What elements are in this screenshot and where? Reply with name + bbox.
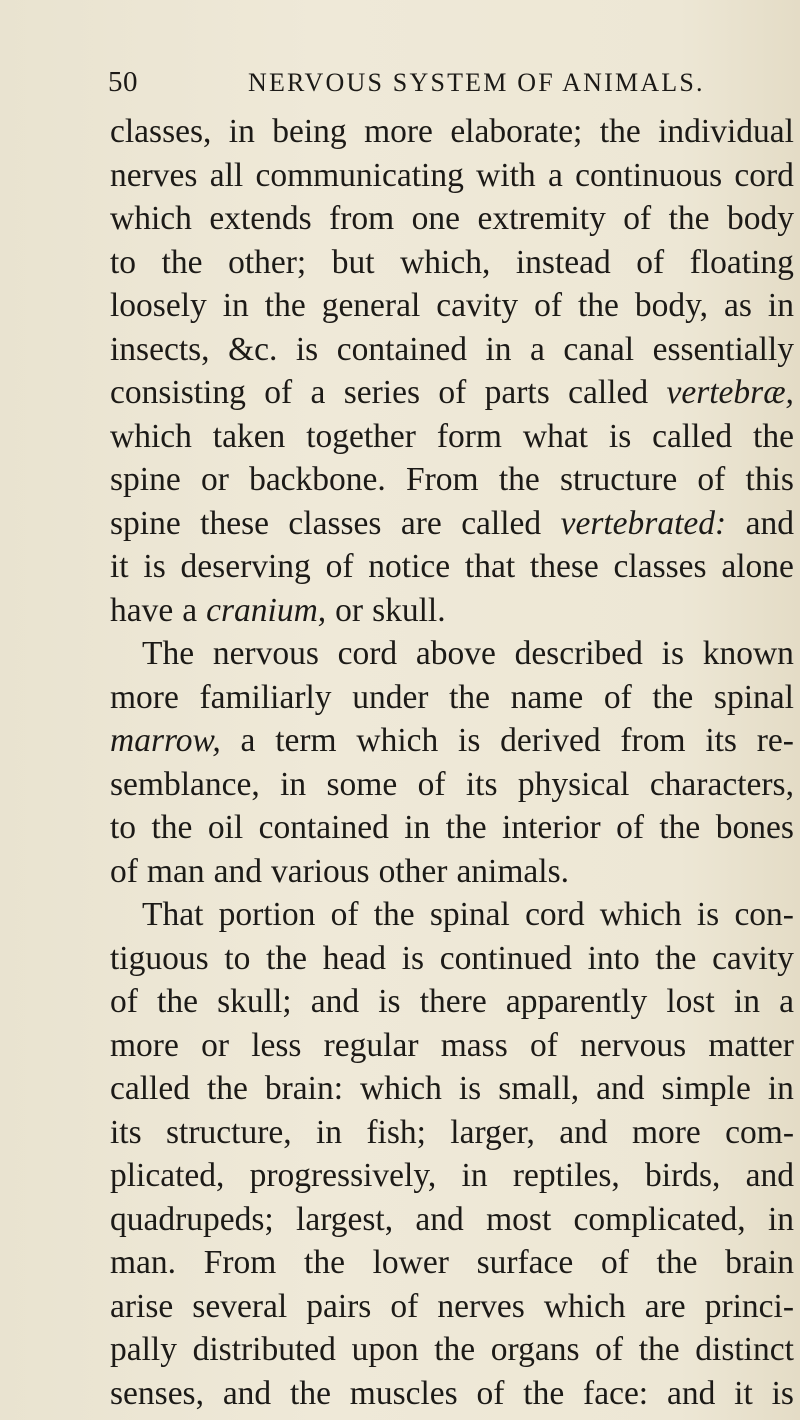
text-line: spine these classes are called vertebrated: and — [110, 504, 794, 542]
text-line: classes, in being more elaborate; the individual — [110, 113, 794, 150]
text-line: have a cranium, or skull. — [110, 591, 446, 629]
running-head: NERVOUS SYSTEM OF ANIMALS. — [248, 68, 705, 97]
text-line: That portion of the spinal cord which is con- — [142, 896, 794, 933]
text-line: marrow, a term which is derived from its re- — [110, 722, 794, 759]
text-line: spine or backbone. From the structure of this — [110, 461, 794, 498]
text-line: semblance, in some of its physical characters, — [110, 765, 794, 803]
text-line: quadrupeds; largest, and most complicated, in — [110, 1200, 794, 1238]
page-number: 50 — [108, 66, 138, 98]
page-header — [108, 66, 740, 106]
text-line: which extends from one extremity of the body — [110, 200, 794, 237]
text-line: to the oil contained in the interior of the bones — [110, 809, 794, 846]
text-line: more familiarly under the name of the spinal — [110, 678, 794, 716]
text-line: more or less regular mass of nervous matter — [110, 1026, 794, 1064]
text-line: plicated, progressively, in reptiles, birds, and — [110, 1157, 794, 1194]
text-line: man. From the lower surface of the brain — [110, 1244, 794, 1281]
text-line: of man and various other animals. — [110, 852, 570, 890]
text-line: The nervous cord above described is known — [142, 635, 794, 672]
text-line: which taken together form what is called the — [110, 417, 794, 455]
text-line: nerves all communicating with a continuous cord — [110, 156, 794, 194]
text-line: loosely in the general cavity of the body, as in — [110, 287, 794, 324]
text-line: consisting of a series of parts called vertebræ, — [110, 374, 794, 411]
text-line: its structure, in fish; larger, and more com- — [110, 1113, 794, 1151]
text-line: of the skull; and is there apparently lost in a — [110, 983, 794, 1020]
text-line: arise several pairs of nerves which are princi- — [110, 1287, 794, 1325]
text-line: called the brain: which is small, and simple in — [110, 1070, 794, 1107]
text-line: to the other; but which, instead of floating — [110, 243, 794, 281]
text-line: insects, &c. is contained in a canal essentially — [110, 330, 794, 368]
text-line: senses, and the muscles of the face: and it is — [110, 1374, 794, 1412]
text-line: it is deserving of notice that these classes alone — [110, 548, 794, 585]
body-text — [110, 110, 794, 1415]
text-line: pally distributed upon the organs of the distinct — [110, 1331, 794, 1368]
text-line: tiguous to the head is continued into the cavity — [110, 939, 794, 977]
